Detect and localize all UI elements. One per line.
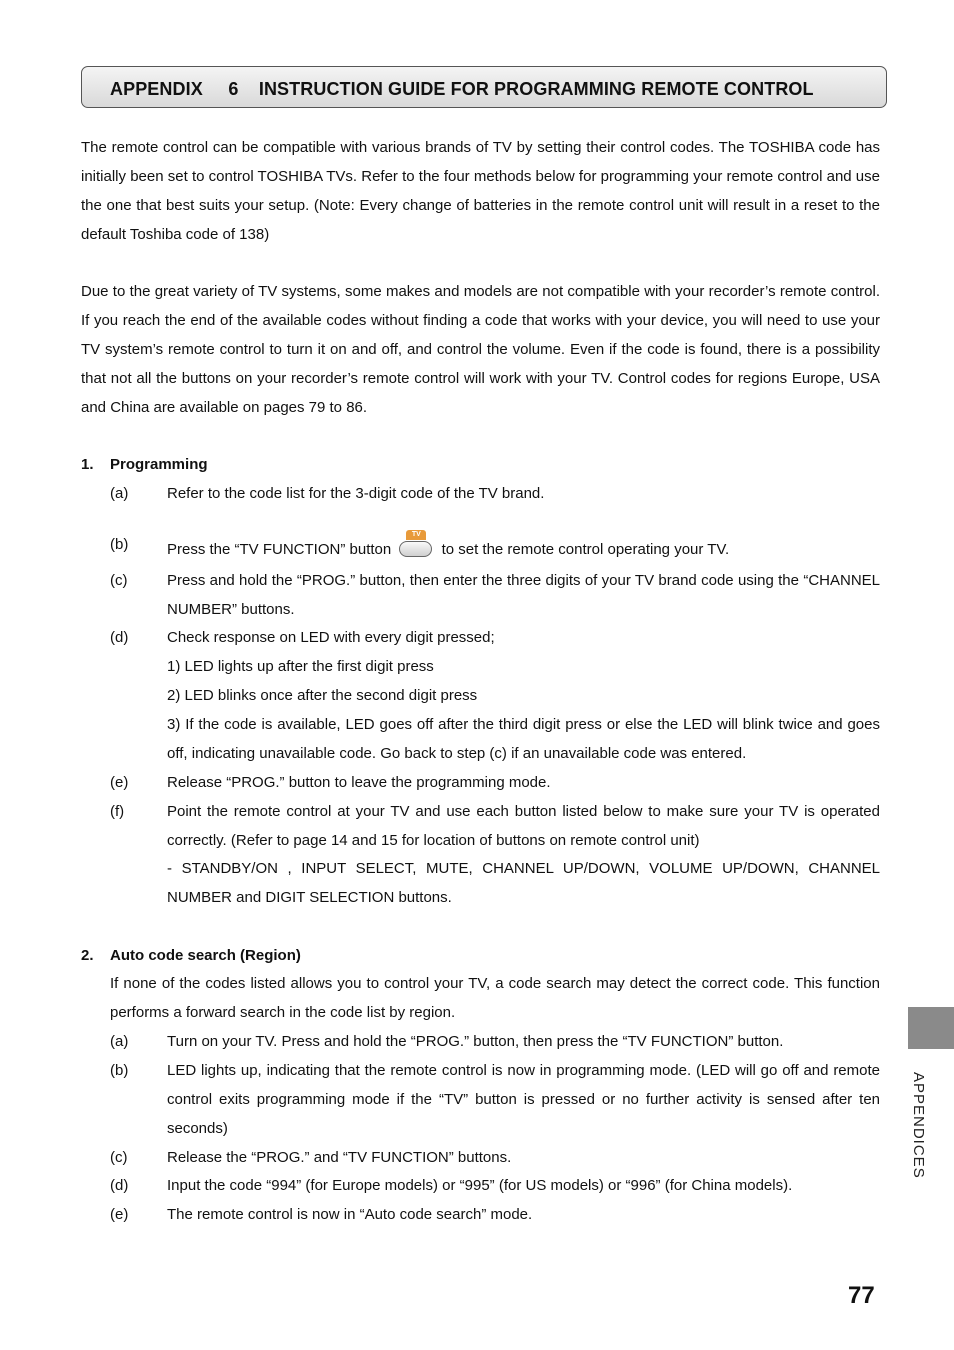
- step-marker: (b): [110, 1062, 129, 1079]
- step-text: Release “PROG.” button to leave the programming mode.: [167, 774, 551, 791]
- step-text: Check response on LED with every digit pressed;: [167, 629, 495, 646]
- step-text: Press and hold the “PROG.” button, then enter the three digits of your TV brand code using the “CHANNEL NUMBER” buttons.: [167, 572, 880, 618]
- step-marker: (d): [110, 1177, 129, 1194]
- step-marker: (c): [110, 572, 128, 589]
- s1-step-f: [110, 797, 880, 855]
- s1-step-d: [110, 623, 880, 652]
- intro-paragraph-2: Due to the great variety of TV systems, some makes and models are not compatible with your recorder’s remote control. If you reach the end of the available codes without finding a code that works with your device, you will need to use your TV system’s remote control to turn it on and off, and control the volume. Even if the code is found, there is a possibility that not all the buttons on your recorder’s remote control will work with your TV. Control codes for regions Europe, USA and China are available on pages 79 to 86.: [81, 283, 880, 416]
- appendices-side-label: APPENDICES: [910, 1072, 927, 1179]
- step-text: Point the remote control at your TV and use each button listed below to make sure your TV is operated correctly. (Refer to page 14 and 15 for location of buttons on remote control unit): [167, 803, 880, 849]
- s1-step-c: [110, 566, 880, 624]
- step-marker: (d): [110, 629, 129, 646]
- section-2-number: 2.: [81, 947, 94, 964]
- step-text: Release the “PROG.” and “TV FUNCTION” buttons.: [167, 1149, 512, 1166]
- s1-step-d-sub-1: 1) LED lights up after the first digit press: [167, 658, 434, 675]
- step-marker: (a): [110, 485, 129, 502]
- step-text: Turn on your TV. Press and hold the “PROG.” button, then press the “TV FUNCTION” button.: [167, 1033, 784, 1050]
- s1-step-d-sub-3: 3) If the code is available, LED goes off after the third digit press or else the LED will blink twice and goes off, indicating unavailable code. Go back to step (c) if an unavailable code was entered.: [167, 716, 880, 762]
- step-text: LED lights up, indicating that the remote control is now in programming mode. (LED will go off and remote control exits programming mode if the “TV” button is pressed or no further activity is sensed after ten seconds): [167, 1062, 880, 1137]
- step-marker: (c): [110, 1149, 128, 1166]
- section-2-heading: [81, 941, 301, 970]
- s1-step-f-button-list: - STANDBY/ON , INPUT SELECT, MUTE, CHANNEL UP/DOWN, VOLUME UP/DOWN, CHANNEL NUMBER and DIGIT SELECTION buttons.: [167, 860, 880, 906]
- tv-icon-label: TV: [406, 530, 426, 540]
- s2-step-b: [110, 1056, 880, 1143]
- step-marker: (b): [110, 536, 129, 553]
- section-2-intro: If none of the codes listed allows you to control your TV, a code search may detect the correct code. This function performs a forward search in the code list by region.: [110, 975, 880, 1021]
- step-text: The remote control is now in “Auto code search” mode.: [167, 1206, 533, 1223]
- tv-icon-button-shape: [399, 541, 432, 557]
- s2-step-e: [110, 1200, 880, 1229]
- appendices-side-tab: [908, 1007, 954, 1049]
- s1-step-d-sub-2: 2) LED blinks once after the second digit press: [167, 687, 478, 704]
- step-marker: (e): [110, 1206, 129, 1223]
- section-2-title: Auto code search (Region): [110, 947, 301, 964]
- section-1-title: Programming: [110, 456, 208, 473]
- appendix-header: [81, 66, 887, 108]
- s2-step-c: [110, 1143, 880, 1172]
- step-marker: (e): [110, 774, 129, 791]
- section-1-heading: [81, 450, 208, 479]
- s2-step-a: [110, 1027, 880, 1056]
- tv-function-button-icon: [397, 530, 435, 560]
- s1-step-a: [110, 479, 880, 508]
- step-text: [167, 530, 880, 564]
- section-1-number: 1.: [81, 456, 94, 473]
- step-b-text-after: to set the remote control operating your TV.: [441, 541, 730, 558]
- intro-paragraph-1: The remote control can be compatible with various brands of TV by setting their control codes. The TOSHIBA code has initially been set to control TOSHIBA TVs. Refer to the four methods below for programming your remote control and use the one that best suits your setup. (Note: Every change of batteries in the remote control unit will result in a reset to the default Toshiba code of 138): [81, 139, 880, 243]
- step-marker: (f): [110, 803, 125, 820]
- s1-step-e: [110, 768, 880, 797]
- step-text: Refer to the code list for the 3-digit code of the TV brand.: [167, 485, 545, 502]
- step-text: Input the code “994” (for Europe models) or “995” (for US models) or “996” (for China models).: [167, 1177, 793, 1194]
- page-number: 77: [848, 1282, 875, 1309]
- s2-step-d: [110, 1171, 880, 1200]
- step-b-text-before: Press the “TV FUNCTION” button: [167, 541, 392, 558]
- step-marker: (a): [110, 1033, 129, 1050]
- appendix-title: APPENDIX 6 INSTRUCTION GUIDE FOR PROGRAMMING REMOTE CONTROL: [110, 79, 814, 99]
- s1-step-b: [110, 530, 880, 564]
